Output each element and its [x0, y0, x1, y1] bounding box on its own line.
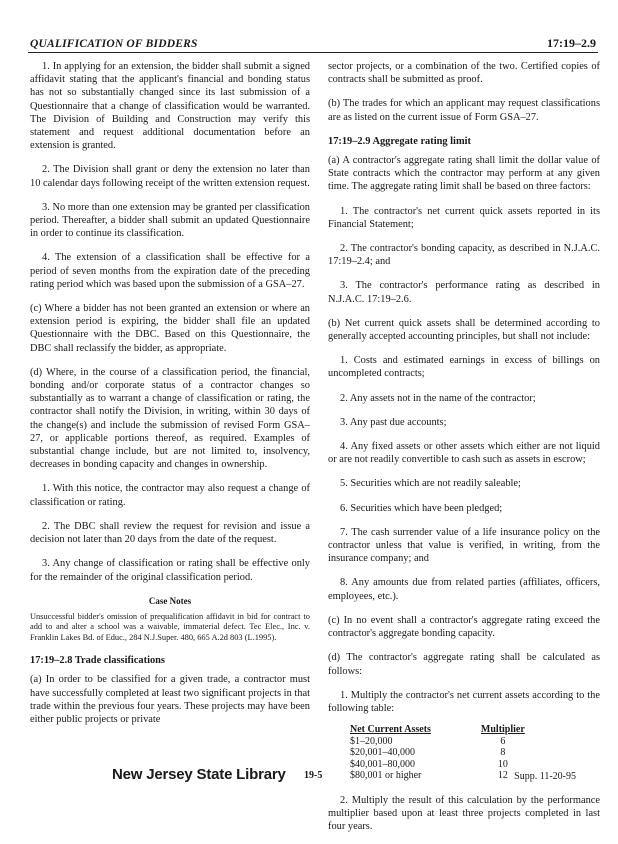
paragraph: (c) In no event shall a contractor's aggregate rating exceed the contractor's aggregate bonding capacity.: [328, 614, 600, 640]
table-row: $80,001 or higher 12: [350, 770, 508, 782]
left-column: [30, 60, 310, 737]
table-row: $20,001–40,000 8: [350, 747, 506, 759]
table-row: $1–20,000 6: [350, 735, 506, 747]
list-item: 2. Any assets not in the name of the contractor;: [340, 392, 536, 404]
section-heading: 17:19–2.9 Aggregate rating limit: [328, 135, 471, 147]
paragraph: 3. No more than one extension may be granted per classification period. Thereafter, a bidder shall submit an updated Questionnaire in order to continue its classification.: [30, 201, 310, 240]
table-row: $40,001–80,000 10: [350, 758, 508, 770]
table-header-assets: Net Current Assets: [350, 724, 431, 736]
list-item: 5. Securities which are not readily saleable;: [340, 478, 521, 490]
paragraph: 3. Any change of classification or rating shall be effective only for the remainder of the original classification period.: [30, 558, 310, 583]
case-notes-heading: Case Notes: [148, 595, 192, 606]
library-stamp: New Jersey State Library: [112, 766, 286, 783]
list-item: 1. Multiply the contractor's net current assets according to the following table:: [328, 689, 600, 714]
paragraph: (c) Where a bidder has not been granted an extension or where an extension period is expiring, the bidder shall file an updated Questionnaire with the DBC. Based on this Questionnaire, the DBC shall reclassify the bidder, as appropriate.: [30, 303, 310, 354]
page-number: 19-5: [304, 770, 323, 781]
paragraph: 2. The DBC shall review the request for revision and issue a decision not later than 20 days from the date of the request.: [30, 520, 310, 546]
list-item: 4. Any fixed assets or other assets which either are not liquid or are not readily convertible to cash such as assets in escrow;: [328, 441, 600, 466]
section-heading: 17:19–2.8 Trade classifications: [30, 655, 165, 667]
running-header-right: 17:19–2.9: [547, 36, 596, 50]
paragraph: (d) Where, in the course of a classification period, the financial, bonding and/or corporate status of a contractor changes so substantially as to warrant a change of classification or rating, the contractor shall notify the Division, in writing, within 30 days of the change(s) and include the submission of revised Form GSA–27, or applicable portions thereof, as required. Examples of substantial change include, but are not limited to, insolvency, decreases in bonding capacity and changes in ownership.: [30, 366, 310, 471]
multiplier-table: [350, 724, 525, 782]
paragraph: (a) In order to be classified for a given trade, a contractor must have successfully completed at least two significant projects in that trade within the previous four years. These projects may have been either public projects or private: [30, 674, 310, 725]
paragraph: (d) The contractor's aggregate rating shall be calculated as follows:: [328, 652, 600, 677]
paragraph: (b) Net current quick assets shall be determined according to generally accepted accounting principles, but shall not include:: [328, 317, 600, 343]
paragraph: 4. The extension of a classification shall be effective for a period of seven months from the expiration date of the preceding rating period which was based upon the submission of a GSA–27.: [30, 252, 310, 290]
list-item: 1. The contractor's net current quick assets reported in its Financial Statement;: [328, 205, 600, 230]
case-note-text: Unsuccessful bidder's omission of prequalification affidavit in bid for contract to add to and alter a school was a waivable, immaterial defect. Tec Elec., Inc. v. Franklin Lakes Bd. of Educ., 284 N.J.Super. 480, 665 A.2d 803 (L.1995).: [30, 611, 310, 642]
paragraph: (b) The trades for which an applicant may request classifications are as listed on the current issue of Form GSA–27.: [328, 98, 600, 123]
list-item: 8. Any amounts due from related parties (affiliates, officers, employees, etc.).: [328, 577, 600, 602]
list-item: 6. Securities which have been pledged;: [340, 502, 503, 514]
list-item: 2. The contractor's bonding capacity, as described in N.J.A.C. 17:19–2.4; and: [328, 243, 600, 268]
running-header-left: QUALIFICATION OF BIDDERS: [30, 38, 198, 50]
paragraph: sector projects, or a combination of the two. Certified copies of contracts shall be submitted as proof.: [328, 61, 600, 86]
list-item: 3. The contractor's performance rating as described in N.J.A.C. 17:19–2.6.: [328, 280, 600, 305]
paragraph: 1. With this notice, the contractor may also request a change of classification or rating.: [30, 483, 310, 508]
table-header-multiplier: Multiplier: [480, 724, 525, 736]
right-column: [328, 60, 600, 844]
list-item: 1. Costs and estimated earnings in excess of billings on uncompleted contracts;: [328, 355, 600, 380]
supplement-date: Supp. 11-20-95: [514, 771, 576, 782]
paragraph: 1. In applying for an extension, the bidder shall submit a signed affidavit stating that the applicant's financial and bonding status has not so substantially changed since its last submission of a Questionnaire that a change of classification would be warranted. The Division of Building and Construction may verify this statement and request additional documentation before an extension is granted.: [30, 61, 310, 152]
paragraph: (a) A contractor's aggregate rating shall limit the dollar value of State contracts which the contractor may perform at any given time. The aggregate rating limit shall be based on three factors:: [328, 155, 600, 193]
list-item: 7. The cash surrender value of a life insurance policy on the contractor unless that value is verified, in writing, from the insurance company; and: [328, 526, 600, 565]
list-item: 3. Any past due accounts;: [340, 416, 447, 428]
header-rule: [28, 52, 598, 53]
list-item: 2. Multiply the result of this calculation by the performance multiplier based upon at least three projects completed in last four years.: [328, 794, 600, 833]
paragraph: 2. The Division shall grant or deny the extension no later than 10 calendar days following receipt of the written extension request.: [30, 164, 310, 189]
